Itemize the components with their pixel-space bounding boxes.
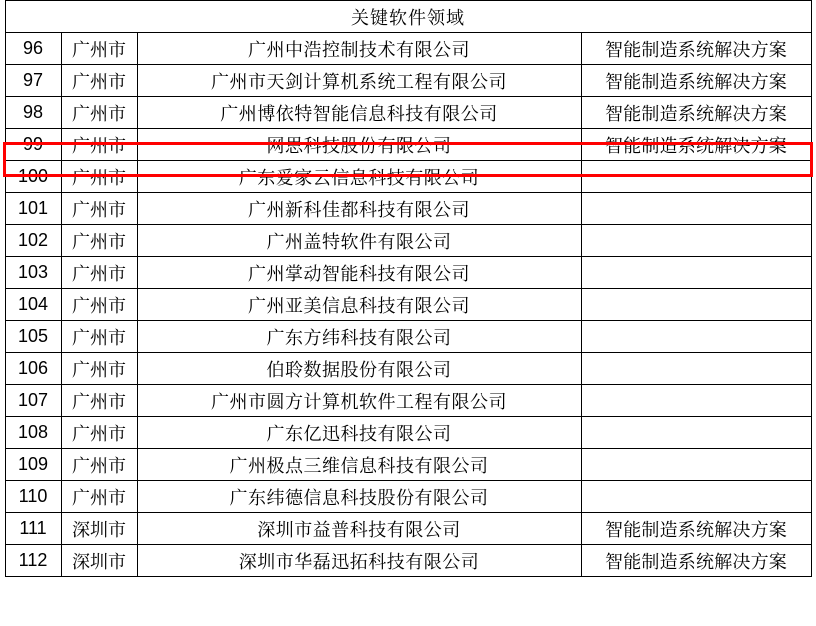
row-city: 广州市	[61, 225, 137, 257]
row-city: 广州市	[61, 257, 137, 289]
row-index: 99	[5, 129, 61, 161]
row-field	[581, 321, 811, 353]
row-field	[581, 193, 811, 225]
row-field: 智能制造系统解决方案	[581, 65, 811, 97]
table-row	[5, 353, 811, 385]
row-field: 智能制造系统解决方案	[581, 545, 811, 577]
table-row	[5, 481, 811, 513]
row-company: 广州盖特软件有限公司	[137, 225, 581, 257]
row-field: 智能制造系统解决方案	[581, 129, 811, 161]
page-title: 关键软件领域	[5, 1, 811, 33]
row-field	[581, 417, 811, 449]
row-city: 广州市	[61, 289, 137, 321]
row-city: 广州市	[61, 385, 137, 417]
row-city: 广州市	[61, 353, 137, 385]
row-city: 广州市	[61, 417, 137, 449]
page-bottom-margin	[0, 620, 816, 626]
table-row	[5, 449, 811, 481]
table-row	[5, 545, 811, 577]
row-city: 广州市	[61, 161, 137, 193]
row-company: 广州中浩控制技术有限公司	[137, 33, 581, 65]
row-field: 智能制造系统解决方案	[581, 97, 811, 129]
row-index: 108	[5, 417, 61, 449]
table-row	[5, 289, 811, 321]
row-company: 广州博依特智能信息科技有限公司	[137, 97, 581, 129]
row-index: 104	[5, 289, 61, 321]
row-field	[581, 225, 811, 257]
row-city: 广州市	[61, 97, 137, 129]
table-row	[5, 385, 811, 417]
row-field	[581, 385, 811, 417]
row-field	[581, 289, 811, 321]
row-index: 105	[5, 321, 61, 353]
row-company: 广州掌动智能科技有限公司	[137, 257, 581, 289]
row-company: 广州新科佳都科技有限公司	[137, 193, 581, 225]
row-index: 109	[5, 449, 61, 481]
row-company: 网思科技股份有限公司	[137, 129, 581, 161]
row-company: 广州亚美信息科技有限公司	[137, 289, 581, 321]
table-row	[5, 65, 811, 97]
row-index: 97	[5, 65, 61, 97]
row-index: 110	[5, 481, 61, 513]
row-field: 智能制造系统解决方案	[581, 513, 811, 545]
table-row	[5, 513, 811, 545]
row-field	[581, 449, 811, 481]
table-row	[5, 321, 811, 353]
row-city: 广州市	[61, 193, 137, 225]
row-company: 广东亿迅科技有限公司	[137, 417, 581, 449]
row-company: 广州极点三维信息科技有限公司	[137, 449, 581, 481]
row-index: 107	[5, 385, 61, 417]
row-index: 103	[5, 257, 61, 289]
table-row	[5, 161, 811, 193]
table-row	[5, 417, 811, 449]
row-index: 96	[5, 33, 61, 65]
table-body	[5, 1, 811, 577]
row-company: 深圳市华磊迅拓科技有限公司	[137, 545, 581, 577]
row-city: 广州市	[61, 481, 137, 513]
row-company: 广东纬德信息科技股份有限公司	[137, 481, 581, 513]
table-row	[5, 33, 811, 65]
row-index: 106	[5, 353, 61, 385]
row-field: 智能制造系统解决方案	[581, 33, 811, 65]
row-city: 广州市	[61, 321, 137, 353]
row-index: 102	[5, 225, 61, 257]
row-field	[581, 257, 811, 289]
row-company: 伯聆数据股份有限公司	[137, 353, 581, 385]
table-row	[5, 225, 811, 257]
table-row	[5, 193, 811, 225]
table-row	[5, 97, 811, 129]
row-company: 深圳市益普科技有限公司	[137, 513, 581, 545]
table-row	[5, 257, 811, 289]
row-city: 广州市	[61, 33, 137, 65]
table-row-highlighted	[5, 129, 811, 161]
row-company: 广东方纬科技有限公司	[137, 321, 581, 353]
row-index: 112	[5, 545, 61, 577]
table-title-row	[5, 1, 811, 33]
company-list-table	[5, 0, 812, 577]
row-field	[581, 481, 811, 513]
row-city: 深圳市	[61, 513, 137, 545]
row-city: 广州市	[61, 65, 137, 97]
row-index: 101	[5, 193, 61, 225]
row-city: 深圳市	[61, 545, 137, 577]
row-city: 广州市	[61, 129, 137, 161]
row-index: 111	[5, 513, 61, 545]
row-company: 广东爱家云信息科技有限公司	[137, 161, 581, 193]
row-field	[581, 353, 811, 385]
row-company: 广州市圆方计算机软件工程有限公司	[137, 385, 581, 417]
row-company: 广州市天剑计算机系统工程有限公司	[137, 65, 581, 97]
row-city: 广州市	[61, 449, 137, 481]
row-index: 98	[5, 97, 61, 129]
row-index: 100	[5, 161, 61, 193]
row-field	[581, 161, 811, 193]
